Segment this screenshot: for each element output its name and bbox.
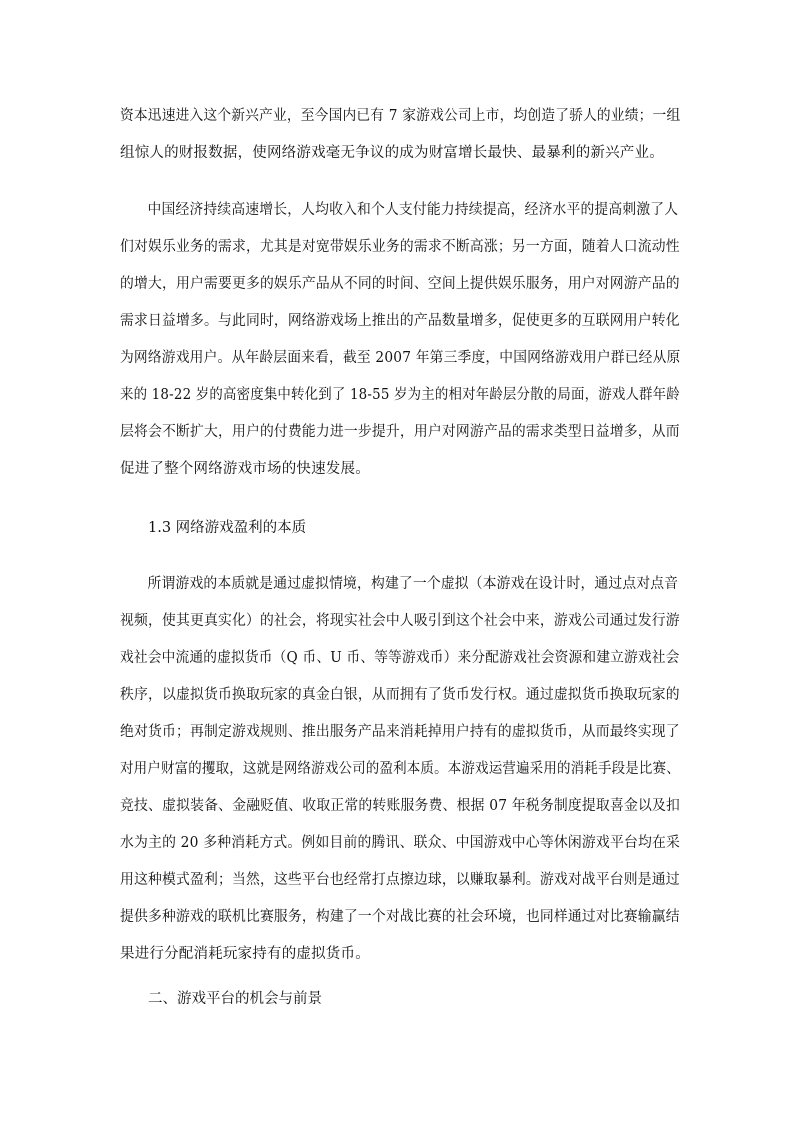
text-line: 层将会不断扩大，用户的付费能力进一步提升，用户对网游产品的需求类型日益增多，从而 <box>120 424 680 440</box>
text-line: 水为主的 20 多种消耗方式。例如目前的腾讯、联众、中国游戏中心等休闲游戏平台均在采 <box>120 835 681 851</box>
text-line: 提供多种游戏的联机比赛服务，构建了一个对战比赛的社会环境，也同样通过对比赛输赢结 <box>120 909 680 925</box>
text-line: 的增大，用户需要更多的娱乐产品从不同的时间、空间上提供娱乐服务，用户对网游产品的 <box>120 276 680 292</box>
text-line: 对用户财富的攫取，这就是网络游戏公司的盈利本质。本游戏运营遍采用的消耗手段是比赛、 <box>120 761 680 777</box>
text-line: 竞技、虚拟装备、金融贬值、收取正常的转账服务费、根据 07 年税务制度提取喜金以及扣 <box>120 798 681 814</box>
paragraph-industry-intro <box>120 98 680 172</box>
text-line: 资本迅速进入这个新兴产业，至今国内已有 7 家游戏公司上市，均创造了骄人的业绩；一组 <box>120 108 681 124</box>
text-line: 秩序，以虚拟货币换取玩家的真金白银，从而拥有了货币发行权。通过虚拟货币换取玩家的 <box>120 687 680 703</box>
text-line: 绝对货币；再制定游戏规则、推出服务产品来消耗掉用户持有的虚拟货币，从而最终实现了 <box>120 724 680 740</box>
text-line: 中国经济持续高速增长，人均收入和个人支付能力持续提高，经济水平的提高刺激了人 <box>147 202 679 218</box>
text-line: 促进了整个网络游戏市场的快速发展。 <box>120 461 370 477</box>
text-line: 需求日益增多。与此同时，网络游戏场上推出的产品数量增多，促使更多的互联网用户转化 <box>120 313 680 329</box>
text-line: 果进行分配消耗玩家持有的虚拟货币。 <box>120 946 370 962</box>
text-line: 视频，使其更真实化）的社会，将现实社会中人吸引到这个社会中来，游戏公司通过发行游 <box>120 613 680 629</box>
section-heading-1-3: 1.3 网络游戏盈利的本质 <box>148 520 307 536</box>
text-line: 所谓游戏的本质就是通过虚拟情境，构建了一个虚拟（本游戏在设计时，通过点对点音 <box>147 576 679 592</box>
text-line: 用这种模式盈利；当然，这些平台也经常打点擦边球，以赚取暴利。游戏对战平台则是通过 <box>120 872 680 888</box>
text-line: 组惊人的财报数据，使网络游戏毫无争议的成为财富增长最快、最暴利的新兴产业。 <box>120 145 664 161</box>
section-heading-2: 二、游戏平台的机会与前景 <box>148 991 322 1007</box>
text-line: 们对娱乐业务的需求，尤其是对宽带娱乐业务的需求不断高涨；另一方面，随着人口流动性 <box>120 239 680 255</box>
text-line: 来的 18-22 岁的高密度集中转化到了 18-55 岁为主的相对年龄层分散的局面，游戏人群年龄 <box>120 387 680 403</box>
paragraph-profit-essence <box>120 566 680 973</box>
paragraph-economic-growth <box>120 192 680 488</box>
text-line: 为网络游戏用户。从年龄层面来看，截至 2007 年第三季度，中国网络游戏用户群已经从原 <box>120 350 681 366</box>
text-line: 戏社会中流通的虚拟货币（Q 币、U 币、等等游戏币）来分配游戏社会资源和建立游戏社会 <box>120 650 680 666</box>
